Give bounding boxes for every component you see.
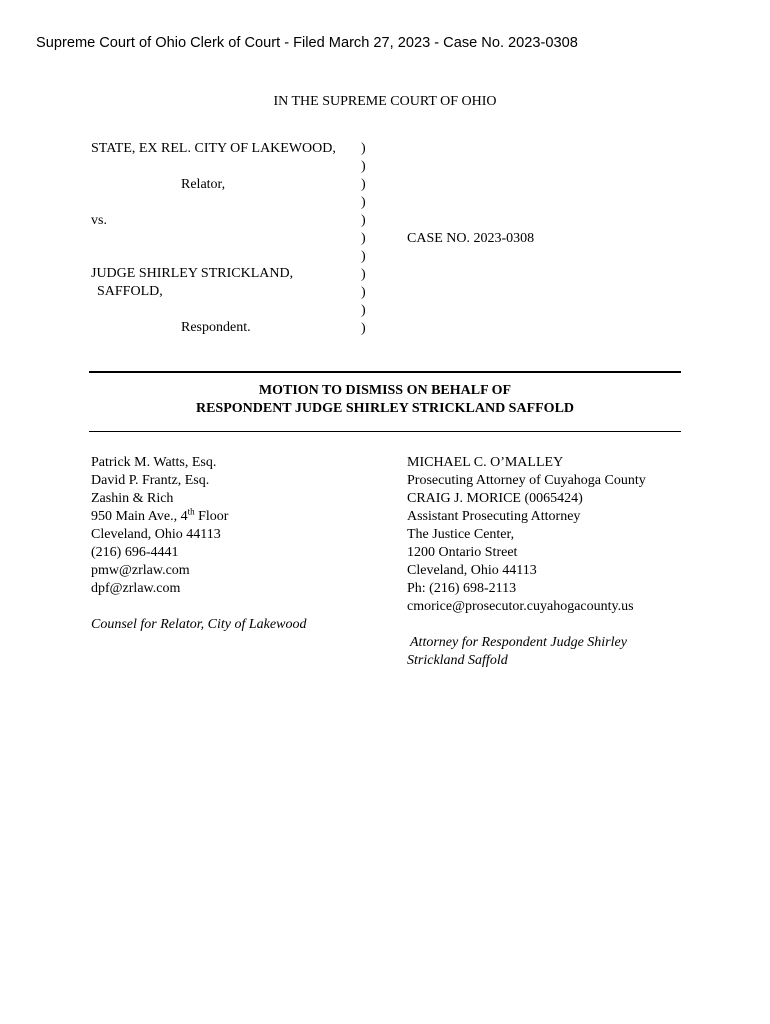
relator-counsel-block (91, 454, 228, 598)
paren: ) (361, 285, 366, 300)
respondent-name-line2: SAFFOLD, (97, 284, 163, 299)
court-heading: IN THE SUPREME COURT OF OHIO (273, 94, 497, 109)
relator-counsel-city: Cleveland, Ohio 44113 (91, 527, 221, 542)
address-floor: Floor (194, 509, 229, 524)
paren: ) (361, 321, 366, 336)
paren: ) (361, 177, 366, 192)
address-ordinal: th (187, 506, 195, 517)
motion-title-line2: RESPONDENT JUDGE SHIRLEY STRICKLAND SAFFOLD (195, 401, 575, 416)
versus-label: vs. (91, 213, 107, 228)
relator-counsel-phone: (216) 696-4441 (91, 545, 179, 560)
respondent-counsel-title1: Prosecuting Attorney of Cuyahoga County (407, 473, 646, 488)
respondent-name-line1: JUDGE SHIRLEY STRICKLAND, (91, 266, 294, 281)
respondent-counsel-email: cmorice@prosecutor.cuyahogacounty.us (407, 599, 634, 614)
respondent-counsel-city: Cleveland, Ohio 44113 (407, 563, 537, 578)
paren: ) (361, 267, 366, 282)
caption-paren-column (361, 140, 366, 338)
case-number: CASE NO. 2023-0308 (407, 231, 535, 246)
respondent-counsel-block (407, 454, 646, 616)
paren: ) (361, 159, 366, 174)
paren: ) (361, 141, 366, 156)
relator-counsel-firm: Zashin & Rich (91, 491, 174, 506)
paren: ) (361, 213, 366, 228)
paren: ) (361, 303, 366, 318)
paren: ) (361, 249, 366, 264)
relator-label: Relator, (181, 177, 226, 192)
respondent-counsel-office: The Justice Center, (407, 527, 515, 542)
title-bottom-rule (89, 431, 681, 432)
address-main: 950 Main Ave., 4 (91, 509, 188, 524)
relator-counsel-name1: Patrick M. Watts, Esq. (91, 455, 217, 470)
relator-counsel-role: Counsel for Relator, City of Lakewood (91, 617, 307, 632)
respondent-counsel-role-line2: Strickland Saffold (407, 653, 508, 668)
relator-counsel-name2: David P. Frantz, Esq. (91, 473, 210, 488)
respondent-label: Respondent. (181, 320, 251, 335)
respondent-counsel-phone: Ph: (216) 698-2113 (407, 581, 517, 596)
respondent-counsel-title2: Assistant Prosecuting Attorney (407, 509, 581, 524)
respondent-counsel-street: 1200 Ontario Street (407, 545, 518, 560)
title-top-rule (89, 371, 681, 373)
relator-counsel-address (91, 508, 228, 526)
respondent-counsel-name2: CRAIG J. MORICE (0065424) (407, 491, 583, 506)
filing-stamp: Supreme Court of Ohio Clerk of Court - Filed March 27, 2023 - Case No. 2023-0308 (36, 35, 578, 51)
relator-counsel-email1: pmw@zrlaw.com (91, 563, 190, 578)
relator-name: STATE, EX REL. CITY OF LAKEWOOD, (91, 141, 336, 156)
motion-title-line1: MOTION TO DISMISS ON BEHALF OF (258, 383, 512, 398)
respondent-counsel-role-line1: Attorney for Respondent Judge Shirley (410, 635, 627, 650)
paren: ) (361, 231, 366, 246)
paren: ) (361, 195, 366, 210)
relator-counsel-email2: dpf@zrlaw.com (91, 581, 181, 596)
respondent-counsel-name1: MICHAEL C. O’MALLEY (407, 455, 564, 470)
